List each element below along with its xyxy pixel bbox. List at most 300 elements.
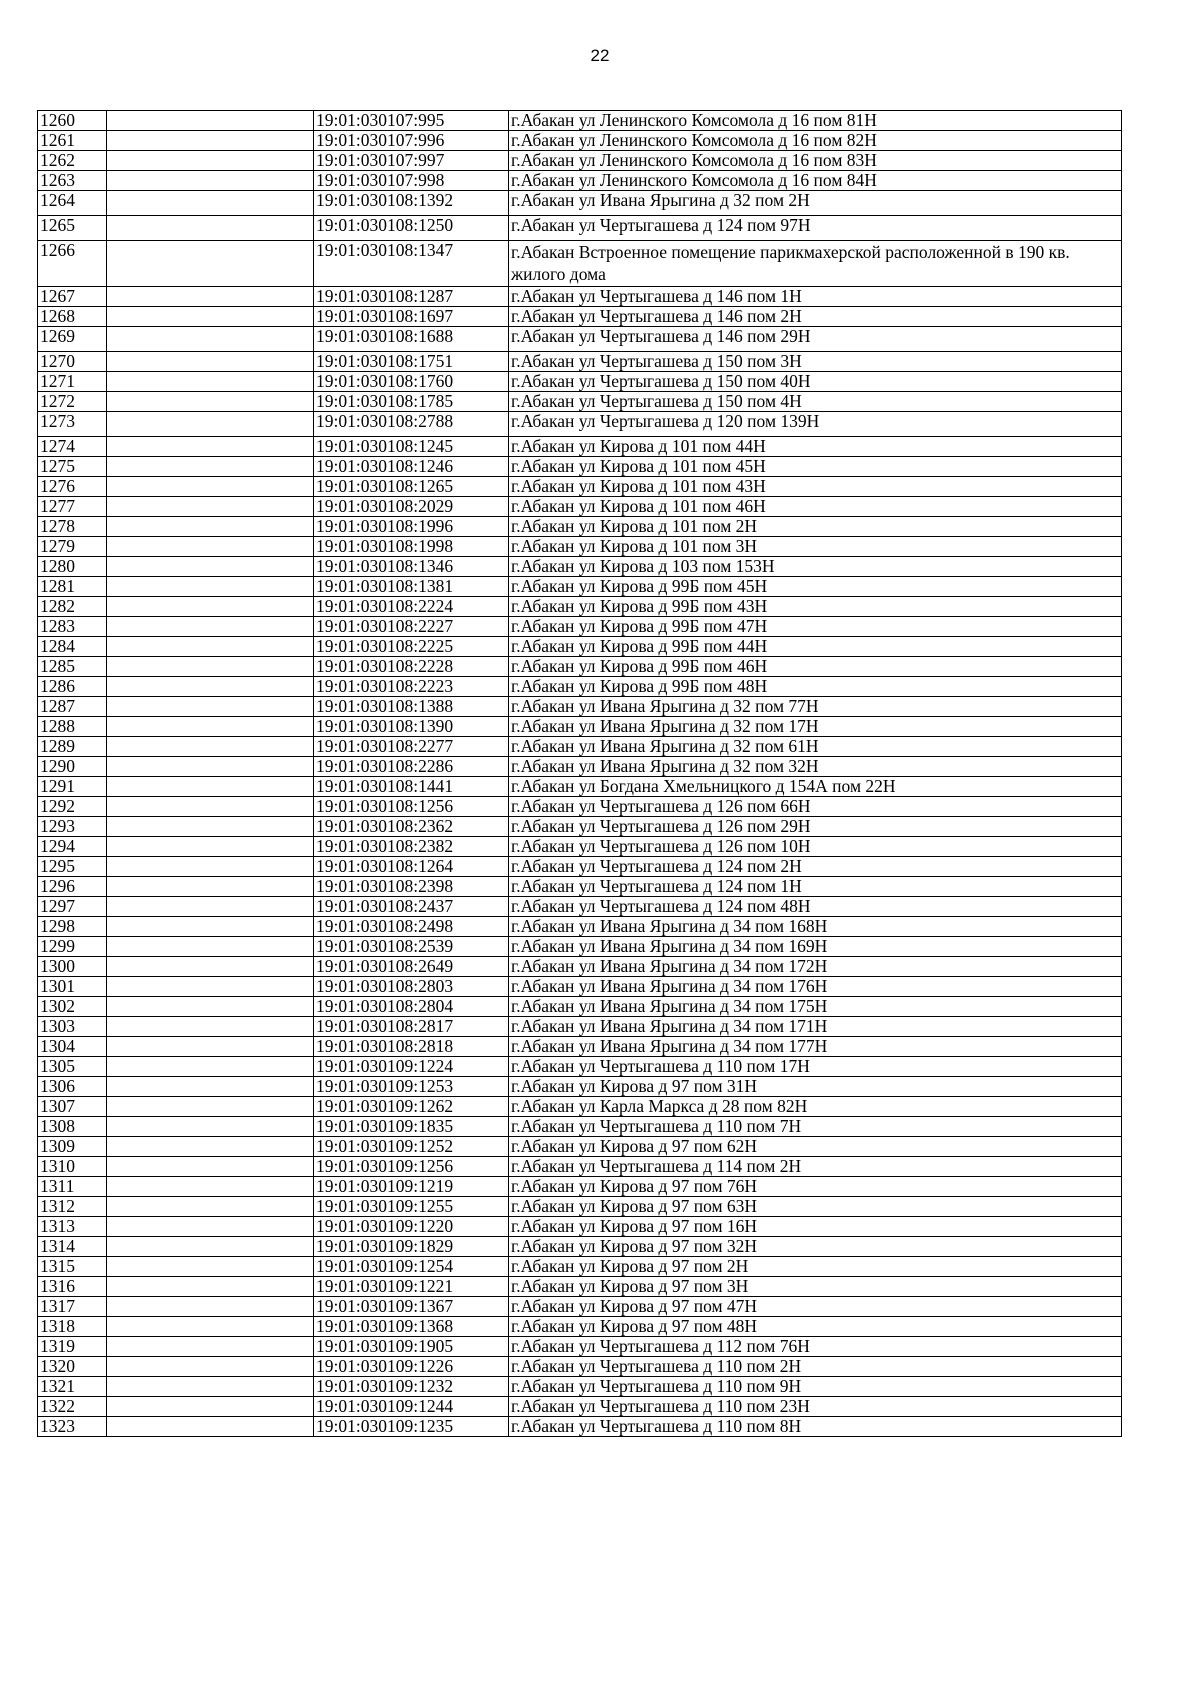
cadastral-number-cell: 19:01:030108:1388 xyxy=(314,697,509,717)
table-row xyxy=(38,241,1122,287)
cadastral-number-cell: 19:01:030108:1256 xyxy=(314,797,509,817)
table-row xyxy=(38,1397,1122,1417)
address-cell: г.Абакан ул Ивана Ярыгина д 32 пом 17Н xyxy=(509,717,1122,737)
owner-cell xyxy=(107,1017,314,1037)
owner-cell xyxy=(107,737,314,757)
address-cell: г.Абакан ул Кирова д 99Б пом 44Н xyxy=(509,637,1122,657)
owner-cell xyxy=(107,557,314,577)
address-cell: г.Абакан ул Ивана Ярыгина д 32 пом 77Н xyxy=(509,697,1122,717)
table-row xyxy=(38,457,1122,477)
table-row xyxy=(38,797,1122,817)
table-row xyxy=(38,372,1122,392)
table-row xyxy=(38,1017,1122,1037)
row-number-cell: 1316 xyxy=(38,1277,107,1297)
address-cell: г.Абакан ул Чертыгашева д 110 пом 17Н xyxy=(509,1057,1122,1077)
cadastral-number-cell: 19:01:030108:1347 xyxy=(314,241,509,287)
address-cell: г.Абакан ул Кирова д 99Б пом 45Н xyxy=(509,577,1122,597)
owner-cell xyxy=(107,191,314,216)
address-cell: г.Абакан ул Кирова д 101 пом 46Н xyxy=(509,497,1122,517)
table-row xyxy=(38,1157,1122,1177)
cadastral-number-cell: 19:01:030108:1697 xyxy=(314,307,509,327)
table-row xyxy=(38,597,1122,617)
owner-cell xyxy=(107,1257,314,1277)
owner-cell xyxy=(107,537,314,557)
table-row xyxy=(38,937,1122,957)
table-row xyxy=(38,897,1122,917)
row-number-cell: 1310 xyxy=(38,1157,107,1177)
table-row xyxy=(38,997,1122,1017)
cadastral-number-cell: 19:01:030109:1226 xyxy=(314,1357,509,1377)
address-cell: г.Абакан ул Ивана Ярыгина д 34 пом 171Н xyxy=(509,1017,1122,1037)
address-cell: г.Абакан ул Чертыгашева д 124 пом 97Н xyxy=(509,216,1122,241)
address-cell: г.Абакан ул Ивана Ярыгина д 32 пом 61Н xyxy=(509,737,1122,757)
address-cell: г.Абакан ул Ивана Ярыгина д 34 пом 168Н xyxy=(509,917,1122,937)
address-cell: г.Абакан ул Чертыгашева д 150 пом 40Н xyxy=(509,372,1122,392)
owner-cell xyxy=(107,1217,314,1237)
row-number-cell: 1277 xyxy=(38,497,107,517)
cadastral-number-cell: 19:01:030108:2498 xyxy=(314,917,509,937)
address-cell: г.Абакан ул Ивана Ярыгина д 32 пом 32Н xyxy=(509,757,1122,777)
cadastral-number-cell: 19:01:030108:1996 xyxy=(314,517,509,537)
cadastral-number-cell: 19:01:030108:2803 xyxy=(314,977,509,997)
address-cell: г.Абакан ул Кирова д 99Б пом 43Н xyxy=(509,597,1122,617)
row-number-cell: 1297 xyxy=(38,897,107,917)
address-cell: г.Абакан ул Чертыгашева д 110 пом 23Н xyxy=(509,1397,1122,1417)
address-cell: г.Абакан ул Чертыгашева д 110 пом 9Н xyxy=(509,1377,1122,1397)
row-number-cell: 1265 xyxy=(38,216,107,241)
address-cell: г.Абакан ул Кирова д 103 пом 153Н xyxy=(509,557,1122,577)
cadastral-number-cell: 19:01:030109:1256 xyxy=(314,1157,509,1177)
cadastral-number-cell: 19:01:030108:1392 xyxy=(314,191,509,216)
table-row xyxy=(38,537,1122,557)
table-row xyxy=(38,637,1122,657)
table-row xyxy=(38,777,1122,797)
address-cell: г.Абакан ул Кирова д 97 пом 76Н xyxy=(509,1177,1122,1197)
owner-cell xyxy=(107,1057,314,1077)
owner-cell xyxy=(107,1077,314,1097)
row-number-cell: 1307 xyxy=(38,1097,107,1117)
cadastral-number-cell: 19:01:030108:2223 xyxy=(314,677,509,697)
address-cell: г.Абакан ул Ивана Ярыгина д 34 пом 176Н xyxy=(509,977,1122,997)
row-number-cell: 1269 xyxy=(38,327,107,352)
cadastral-number-cell: 19:01:030109:1220 xyxy=(314,1217,509,1237)
owner-cell xyxy=(107,777,314,797)
address-cell: г.Абакан ул Чертыгашева д 112 пом 76Н xyxy=(509,1337,1122,1357)
address-cell: г.Абакан ул Чертыгашева д 126 пом 66Н xyxy=(509,797,1122,817)
cadastral-number-cell: 19:01:030108:2228 xyxy=(314,657,509,677)
cadastral-number-cell: 19:01:030109:1254 xyxy=(314,1257,509,1277)
row-number-cell: 1322 xyxy=(38,1397,107,1417)
cadastral-number-cell: 19:01:030108:2649 xyxy=(314,957,509,977)
owner-cell xyxy=(107,837,314,857)
row-number-cell: 1302 xyxy=(38,997,107,1017)
table-row xyxy=(38,837,1122,857)
row-number-cell: 1281 xyxy=(38,577,107,597)
cadastral-number-cell: 19:01:030109:1232 xyxy=(314,1377,509,1397)
address-cell: г.Абакан ул Кирова д 101 пом 2Н xyxy=(509,517,1122,537)
cadastral-number-cell: 19:01:030109:1244 xyxy=(314,1397,509,1417)
owner-cell xyxy=(107,307,314,327)
owner-cell xyxy=(107,857,314,877)
table-row xyxy=(38,171,1122,191)
row-number-cell: 1311 xyxy=(38,1177,107,1197)
address-cell: г.Абакан ул Ивана Ярыгина д 34 пом 175Н xyxy=(509,997,1122,1017)
table-row xyxy=(38,757,1122,777)
row-number-cell: 1280 xyxy=(38,557,107,577)
owner-cell xyxy=(107,617,314,637)
row-number-cell: 1308 xyxy=(38,1117,107,1137)
table-row xyxy=(38,917,1122,937)
owner-cell xyxy=(107,131,314,151)
row-number-cell: 1288 xyxy=(38,717,107,737)
cadastral-number-cell: 19:01:030108:1250 xyxy=(314,216,509,241)
row-number-cell: 1295 xyxy=(38,857,107,877)
owner-cell xyxy=(107,1157,314,1177)
row-number-cell: 1301 xyxy=(38,977,107,997)
table-row xyxy=(38,1277,1122,1297)
row-number-cell: 1318 xyxy=(38,1317,107,1337)
address-cell: г.Абакан ул Чертыгашева д 146 пом 1Н xyxy=(509,287,1122,307)
owner-cell xyxy=(107,1177,314,1197)
table-row xyxy=(38,1197,1122,1217)
owner-cell xyxy=(107,977,314,997)
table-row xyxy=(38,717,1122,737)
owner-cell xyxy=(107,1037,314,1057)
owner-cell xyxy=(107,287,314,307)
row-number-cell: 1276 xyxy=(38,477,107,497)
cadastral-number-cell: 19:01:030108:1287 xyxy=(314,287,509,307)
row-number-cell: 1271 xyxy=(38,372,107,392)
owner-cell xyxy=(107,1237,314,1257)
address-cell: г.Абакан ул Кирова д 99Б пом 48Н xyxy=(509,677,1122,697)
address-cell: г.Абакан ул Кирова д 97 пом 47Н xyxy=(509,1297,1122,1317)
table-row xyxy=(38,216,1122,241)
address-cell: г.Абакан ул Кирова д 97 пом 31Н xyxy=(509,1077,1122,1097)
row-number-cell: 1314 xyxy=(38,1237,107,1257)
row-number-cell: 1261 xyxy=(38,131,107,151)
row-number-cell: 1313 xyxy=(38,1217,107,1237)
cadastral-number-cell: 19:01:030109:1253 xyxy=(314,1077,509,1097)
table-row xyxy=(38,1177,1122,1197)
owner-cell xyxy=(107,111,314,131)
address-cell: г.Абакан ул Ленинского Комсомола д 16 пом 82Н xyxy=(509,131,1122,151)
row-number-cell: 1286 xyxy=(38,677,107,697)
cadastral-number-cell: 19:01:030108:2539 xyxy=(314,937,509,957)
table-row xyxy=(38,737,1122,757)
table-row xyxy=(38,1117,1122,1137)
cadastral-number-cell: 19:01:030108:2817 xyxy=(314,1017,509,1037)
address-cell: г.Абакан ул Ленинского Комсомола д 16 пом 84Н xyxy=(509,171,1122,191)
table-row xyxy=(38,1237,1122,1257)
row-number-cell: 1273 xyxy=(38,412,107,437)
row-number-cell: 1319 xyxy=(38,1337,107,1357)
owner-cell xyxy=(107,457,314,477)
owner-cell xyxy=(107,327,314,352)
owner-cell xyxy=(107,757,314,777)
table-row xyxy=(38,327,1122,352)
cadastral-number-cell: 19:01:030107:996 xyxy=(314,131,509,151)
table-row xyxy=(38,287,1122,307)
row-number-cell: 1282 xyxy=(38,597,107,617)
owner-cell xyxy=(107,637,314,657)
cadastral-number-cell: 19:01:030108:1760 xyxy=(314,372,509,392)
owner-cell xyxy=(107,477,314,497)
row-number-cell: 1304 xyxy=(38,1037,107,1057)
cadastral-number-cell: 19:01:030108:1264 xyxy=(314,857,509,877)
owner-cell xyxy=(107,877,314,897)
cadastral-number-cell: 19:01:030108:2029 xyxy=(314,497,509,517)
row-number-cell: 1275 xyxy=(38,457,107,477)
address-cell: г.Абакан ул Ивана Ярыгина д 34 пом 169Н xyxy=(509,937,1122,957)
table-row xyxy=(38,617,1122,637)
table-row xyxy=(38,977,1122,997)
row-number-cell: 1291 xyxy=(38,777,107,797)
row-number-cell: 1303 xyxy=(38,1017,107,1037)
table-row xyxy=(38,657,1122,677)
table-row xyxy=(38,477,1122,497)
address-cell: г.Абакан ул Чертыгашева д 124 пом 2Н xyxy=(509,857,1122,877)
table-row xyxy=(38,1317,1122,1337)
owner-cell xyxy=(107,797,314,817)
table-row xyxy=(38,151,1122,171)
address-cell: г.Абакан ул Кирова д 101 пом 3Н xyxy=(509,537,1122,557)
cadastral-number-cell: 19:01:030108:1246 xyxy=(314,457,509,477)
address-cell: г.Абакан ул Чертыгашева д 146 пом 29Н xyxy=(509,327,1122,352)
address-cell: г.Абакан ул Чертыгашева д 110 пом 8Н xyxy=(509,1417,1122,1437)
table-row xyxy=(38,557,1122,577)
row-number-cell: 1309 xyxy=(38,1137,107,1157)
table-row xyxy=(38,497,1122,517)
address-cell: г.Абакан ул Кирова д 97 пом 16Н xyxy=(509,1217,1122,1237)
address-cell: г.Абакан ул Ивана Ярыгина д 34 пом 172Н xyxy=(509,957,1122,977)
row-number-cell: 1306 xyxy=(38,1077,107,1097)
cadastral-number-cell: 19:01:030109:1262 xyxy=(314,1097,509,1117)
owner-cell xyxy=(107,817,314,837)
table-row xyxy=(38,857,1122,877)
table-row xyxy=(38,1297,1122,1317)
table-row xyxy=(38,1377,1122,1397)
cadastral-number-cell: 19:01:030109:1221 xyxy=(314,1277,509,1297)
address-cell: г.Абакан ул Ленинского Комсомола д 16 пом 83Н xyxy=(509,151,1122,171)
owner-cell xyxy=(107,657,314,677)
table-row xyxy=(38,1037,1122,1057)
table-row xyxy=(38,877,1122,897)
row-number-cell: 1287 xyxy=(38,697,107,717)
owner-cell xyxy=(107,1317,314,1337)
cadastral-number-cell: 19:01:030108:1441 xyxy=(314,777,509,797)
owner-cell xyxy=(107,241,314,287)
table-row xyxy=(38,191,1122,216)
cadastral-number-cell: 19:01:030109:1235 xyxy=(314,1417,509,1437)
table-row xyxy=(38,131,1122,151)
row-number-cell: 1294 xyxy=(38,837,107,857)
row-number-cell: 1267 xyxy=(38,287,107,307)
owner-cell xyxy=(107,697,314,717)
cadastral-number-cell: 19:01:030108:2804 xyxy=(314,997,509,1017)
owner-cell xyxy=(107,1397,314,1417)
owner-cell xyxy=(107,1137,314,1157)
row-number-cell: 1299 xyxy=(38,937,107,957)
row-number-cell: 1312 xyxy=(38,1197,107,1217)
address-cell: г.Абакан ул Чертыгашева д 114 пом 2Н xyxy=(509,1157,1122,1177)
registry-body xyxy=(38,111,1122,1437)
table-row xyxy=(38,817,1122,837)
address-cell: г.Абакан ул Ивана Ярыгина д 34 пом 177Н xyxy=(509,1037,1122,1057)
row-number-cell: 1264 xyxy=(38,191,107,216)
property-registry-table xyxy=(37,110,1122,1437)
owner-cell xyxy=(107,677,314,697)
cadastral-number-cell: 19:01:030108:2382 xyxy=(314,837,509,857)
table-row xyxy=(38,352,1122,372)
owner-cell xyxy=(107,1417,314,1437)
table-row xyxy=(38,677,1122,697)
owner-cell xyxy=(107,957,314,977)
cadastral-number-cell: 19:01:030108:2225 xyxy=(314,637,509,657)
table-row xyxy=(38,437,1122,457)
owner-cell xyxy=(107,1297,314,1317)
owner-cell xyxy=(107,216,314,241)
address-cell: г.Абакан ул Богдана Хмельницкого д 154А пом 22Н xyxy=(509,777,1122,797)
cadastral-number-cell: 19:01:030108:1998 xyxy=(314,537,509,557)
row-number-cell: 1305 xyxy=(38,1057,107,1077)
row-number-cell: 1323 xyxy=(38,1417,107,1437)
row-number-cell: 1290 xyxy=(38,757,107,777)
table-row xyxy=(38,577,1122,597)
row-number-cell: 1266 xyxy=(38,241,107,287)
cadastral-number-cell: 19:01:030108:1688 xyxy=(314,327,509,352)
cadastral-number-cell: 19:01:030107:998 xyxy=(314,171,509,191)
address-cell: г.Абакан ул Чертыгашева д 110 пом 7Н xyxy=(509,1117,1122,1137)
address-cell: г.Абакан ул Кирова д 101 пом 44Н xyxy=(509,437,1122,457)
table-row xyxy=(38,1417,1122,1437)
address-cell: г.Абакан ул Ленинского Комсомола д 16 пом 81Н xyxy=(509,111,1122,131)
address-cell: г.Абакан ул Чертыгашева д 150 пом 4Н xyxy=(509,392,1122,412)
cadastral-number-cell: 19:01:030108:2224 xyxy=(314,597,509,617)
row-number-cell: 1293 xyxy=(38,817,107,837)
owner-cell xyxy=(107,497,314,517)
address-cell: г.Абакан ул Чертыгашева д 150 пом 3Н xyxy=(509,352,1122,372)
address-cell: г.Абакан ул Кирова д 101 пом 43Н xyxy=(509,477,1122,497)
owner-cell xyxy=(107,1277,314,1297)
row-number-cell: 1300 xyxy=(38,957,107,977)
row-number-cell: 1298 xyxy=(38,917,107,937)
row-number-cell: 1317 xyxy=(38,1297,107,1317)
address-cell: г.Абакан ул Чертыгашева д 120 пом 139Н xyxy=(509,412,1122,437)
row-number-cell: 1283 xyxy=(38,617,107,637)
row-number-cell: 1292 xyxy=(38,797,107,817)
owner-cell xyxy=(107,1117,314,1137)
cadastral-number-cell: 19:01:030108:1346 xyxy=(314,557,509,577)
owner-cell xyxy=(107,717,314,737)
owner-cell xyxy=(107,1337,314,1357)
table-row xyxy=(38,1257,1122,1277)
owner-cell xyxy=(107,577,314,597)
owner-cell xyxy=(107,392,314,412)
address-cell: г.Абакан ул Кирова д 97 пом 32Н xyxy=(509,1237,1122,1257)
owner-cell xyxy=(107,597,314,617)
cadastral-number-cell: 19:01:030108:1751 xyxy=(314,352,509,372)
row-number-cell: 1278 xyxy=(38,517,107,537)
row-number-cell: 1289 xyxy=(38,737,107,757)
row-number-cell: 1270 xyxy=(38,352,107,372)
owner-cell xyxy=(107,1197,314,1217)
address-cell: г.Абакан ул Чертыгашева д 126 пом 29Н xyxy=(509,817,1122,837)
row-number-cell: 1262 xyxy=(38,151,107,171)
address-cell: г.Абакан ул Карла Маркса д 28 пом 82Н xyxy=(509,1097,1122,1117)
cadastral-number-cell: 19:01:030108:2437 xyxy=(314,897,509,917)
row-number-cell: 1274 xyxy=(38,437,107,457)
owner-cell xyxy=(107,997,314,1017)
owner-cell xyxy=(107,171,314,191)
cadastral-number-cell: 19:01:030109:1905 xyxy=(314,1337,509,1357)
table-row xyxy=(38,1217,1122,1237)
table-row xyxy=(38,111,1122,131)
table-row xyxy=(38,1077,1122,1097)
address-cell: г.Абакан ул Кирова д 99Б пом 46Н xyxy=(509,657,1122,677)
address-cell: г.Абакан Встроенное помещение парикмахерской расположенной в 190 кв. жилого дома xyxy=(509,241,1122,287)
owner-cell xyxy=(107,1377,314,1397)
address-cell: г.Абакан ул Кирова д 101 пом 45Н xyxy=(509,457,1122,477)
cadastral-number-cell: 19:01:030108:1390 xyxy=(314,717,509,737)
cadastral-number-cell: 19:01:030109:1219 xyxy=(314,1177,509,1197)
address-cell: г.Абакан ул Кирова д 97 пом 63Н xyxy=(509,1197,1122,1217)
owner-cell xyxy=(107,437,314,457)
owner-cell xyxy=(107,372,314,392)
row-number-cell: 1315 xyxy=(38,1257,107,1277)
owner-cell xyxy=(107,917,314,937)
address-cell: г.Абакан ул Кирова д 99Б пом 47Н xyxy=(509,617,1122,637)
page-number: 22 xyxy=(590,46,610,65)
cadastral-number-cell: 19:01:030108:2277 xyxy=(314,737,509,757)
owner-cell xyxy=(107,517,314,537)
table-row xyxy=(38,1137,1122,1157)
row-number-cell: 1284 xyxy=(38,637,107,657)
row-number-cell: 1260 xyxy=(38,111,107,131)
owner-cell xyxy=(107,897,314,917)
cadastral-number-cell: 19:01:030109:1368 xyxy=(314,1317,509,1337)
cadastral-number-cell: 19:01:030108:1245 xyxy=(314,437,509,457)
cadastral-number-cell: 19:01:030107:995 xyxy=(314,111,509,131)
row-number-cell: 1320 xyxy=(38,1357,107,1377)
row-number-cell: 1263 xyxy=(38,171,107,191)
cadastral-number-cell: 19:01:030107:997 xyxy=(314,151,509,171)
address-cell: г.Абакан ул Чертыгашева д 110 пом 2Н xyxy=(509,1357,1122,1377)
table-row xyxy=(38,697,1122,717)
cadastral-number-cell: 19:01:030108:1785 xyxy=(314,392,509,412)
table-row xyxy=(38,1097,1122,1117)
address-cell: г.Абакан ул Чертыгашева д 126 пом 10Н xyxy=(509,837,1122,857)
cadastral-number-cell: 19:01:030109:1829 xyxy=(314,1237,509,1257)
owner-cell xyxy=(107,352,314,372)
cadastral-number-cell: 19:01:030109:1835 xyxy=(314,1117,509,1137)
cadastral-number-cell: 19:01:030108:1381 xyxy=(314,577,509,597)
owner-cell xyxy=(107,1357,314,1377)
cadastral-number-cell: 19:01:030108:1265 xyxy=(314,477,509,497)
table-row xyxy=(38,1337,1122,1357)
table-row xyxy=(38,307,1122,327)
address-cell: г.Абакан ул Кирова д 97 пом 2Н xyxy=(509,1257,1122,1277)
cadastral-number-cell: 19:01:030109:1367 xyxy=(314,1297,509,1317)
owner-cell xyxy=(107,151,314,171)
row-number-cell: 1279 xyxy=(38,537,107,557)
row-number-cell: 1321 xyxy=(38,1377,107,1397)
cadastral-number-cell: 19:01:030108:2227 xyxy=(314,617,509,637)
table-row xyxy=(38,412,1122,437)
owner-cell xyxy=(107,937,314,957)
row-number-cell: 1268 xyxy=(38,307,107,327)
row-number-cell: 1285 xyxy=(38,657,107,677)
address-cell: г.Абакан ул Кирова д 97 пом 62Н xyxy=(509,1137,1122,1157)
